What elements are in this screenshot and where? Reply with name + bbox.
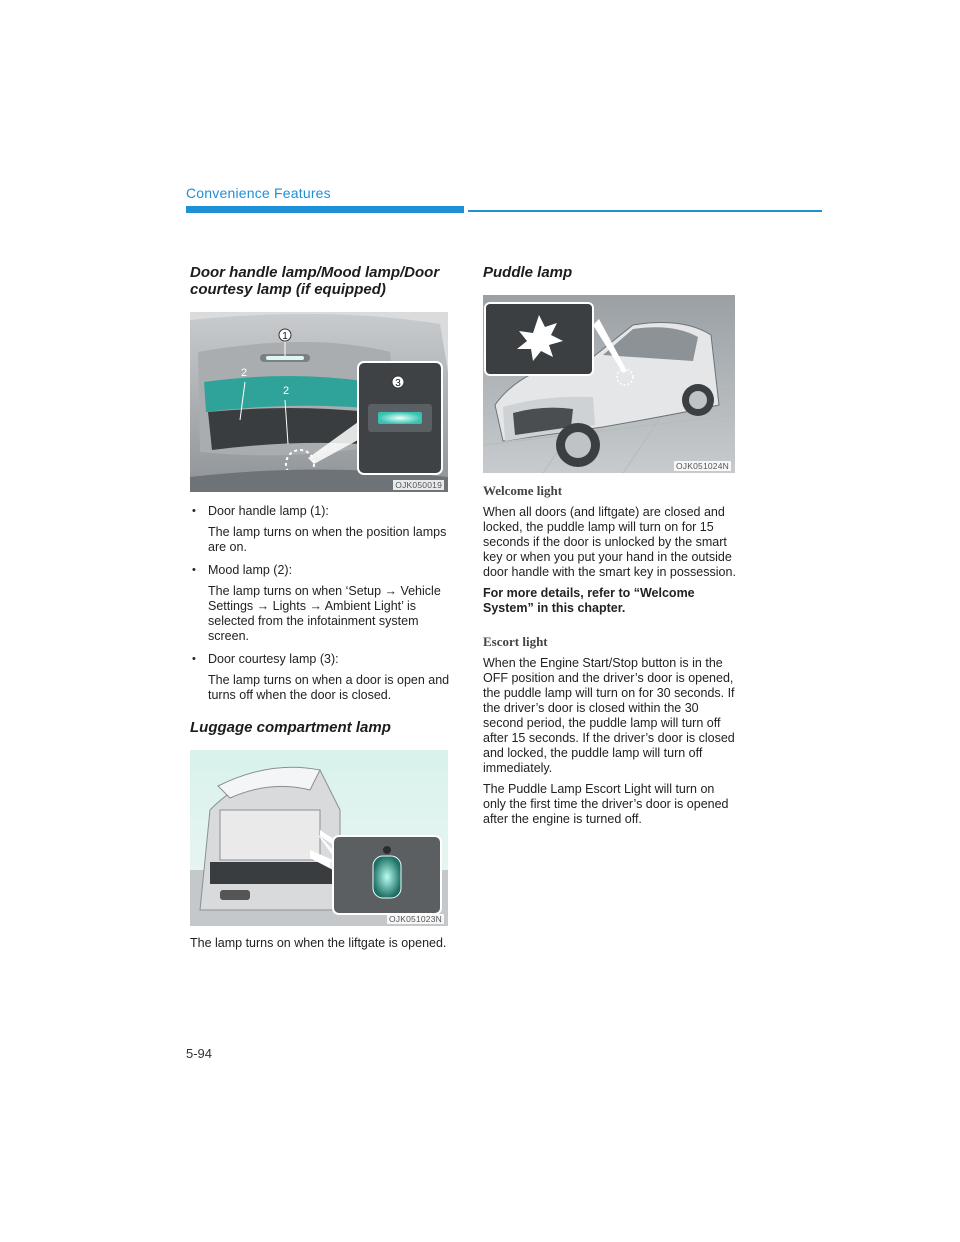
header-bar-thin — [468, 210, 822, 212]
callout-2b: 2 — [282, 385, 290, 397]
left-column — [190, 264, 452, 951]
list-item — [190, 504, 452, 555]
luggage-lamp-figure-code: OJK051023N — [388, 914, 442, 924]
escort-light-heading: Escort light — [483, 634, 548, 649]
escort-light-body-2: The Puddle Lamp Escort Light will turn on only the first time the driver’s door is opened after the engine is turned off. — [483, 782, 729, 826]
door-courtesy-lamp-desc: The lamp turns on when a door is open and turns off when the door is closed. — [208, 673, 450, 702]
list-item — [190, 652, 452, 703]
escort-light-body-1: When the Engine Start/Stop button is in the OFF position and the driver’s door is opened, the puddle lamp will turn on for 30 seconds. If the driver’s door is closed within the 30 second period, the puddle lamp will turn off after 15 seconds. If the driver’s door is closed and locked, the puddle lamp will turn off immediately. — [483, 656, 735, 775]
mood-lamp-title: • Mood lamp (2): — [208, 563, 293, 577]
door-lamp-illustration — [190, 312, 448, 492]
callout-2a: 2 — [240, 367, 248, 379]
puddle-lamp-illustration — [483, 295, 735, 473]
door-lamp-section-title: Door handle lamp/Mood lamp/Door courtesy lamp (if equipped) — [190, 264, 440, 298]
welcome-light-heading: Welcome light — [483, 483, 563, 498]
luggage-lamp-section-title: Luggage compartment lamp — [190, 719, 391, 736]
luggage-lamp-body: The lamp turns on when the liftgate is opened. — [190, 936, 447, 950]
welcome-light-reference: For more details, refer to “Welcome System” in this chapter. — [483, 586, 695, 615]
door-lamp-list — [190, 504, 452, 703]
puddle-lamp-figure-code: OJK051024N — [675, 461, 729, 471]
right-column — [483, 264, 739, 827]
door-lamp-figure — [190, 312, 448, 492]
welcome-light-body: When all doors (and liftgate) are closed and locked, the puddle lamp will turn on for 15 seconds if the door is unlocked by the smart key or when you put your hand in the outside door handle with the smart key in possession. — [483, 505, 736, 579]
callout-1: 1 — [282, 331, 288, 342]
mood-lamp-desc: The lamp turns on when ‘Setup → Vehicle Settings → Lights → Ambient Light’ is selected from the infotainment system screen. — [208, 584, 441, 643]
puddle-lamp-figure — [483, 295, 735, 473]
door-handle-lamp-desc: The lamp turns on when the position lamps are on. — [208, 525, 447, 554]
door-lamp-figure-code: OJK050019 — [395, 480, 442, 490]
luggage-lamp-illustration — [190, 750, 448, 926]
puddle-lamp-section-title: Puddle lamp — [483, 264, 573, 281]
section-header-title: Convenience Features — [186, 185, 331, 201]
list-item — [190, 563, 452, 644]
luggage-lamp-figure — [190, 750, 448, 926]
page-number: 5-94 — [186, 1046, 213, 1061]
header-bar-thick — [186, 206, 464, 213]
callout-3: 3 — [395, 378, 401, 389]
door-courtesy-lamp-title: • Door courtesy lamp (3): — [208, 652, 339, 666]
door-handle-lamp-title: • Door handle lamp (1): — [208, 504, 329, 518]
